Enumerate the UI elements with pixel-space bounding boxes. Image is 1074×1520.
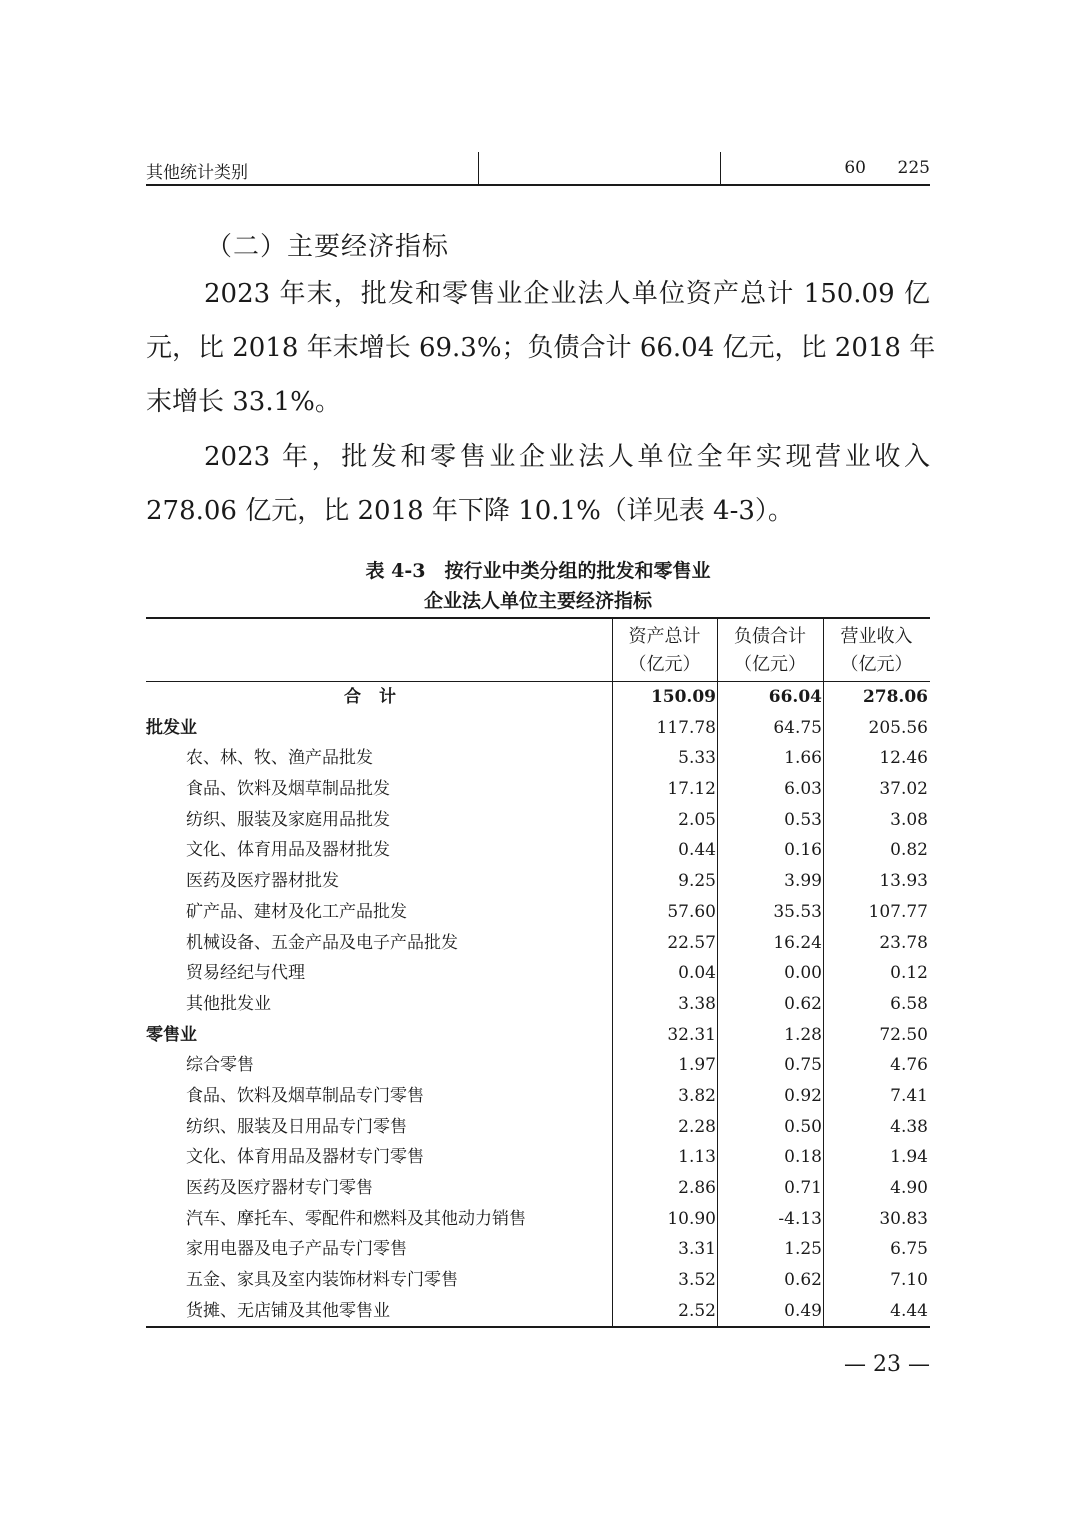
paragraph-line: 末增长 33.1%。: [146, 387, 341, 417]
table-body: [146, 682, 930, 1326]
cell-revenue: 12.46: [879, 748, 928, 769]
row-name: 其他批发业: [186, 993, 271, 1014]
cell-revenue: 4.44: [890, 1300, 928, 1321]
cell-assets: 5.33: [678, 748, 716, 769]
cell-revenue: 6.58: [890, 993, 928, 1014]
row-name: 文化、体育用品及器材批发: [186, 840, 390, 861]
header-unit: （亿元）: [628, 654, 701, 675]
table-row: [146, 989, 930, 1020]
cell-revenue: 4.76: [890, 1055, 928, 1076]
cell-liabilities: 0.75: [784, 1055, 822, 1076]
header-text: 负债合计: [734, 626, 806, 647]
cell-assets: 2.28: [678, 1116, 716, 1137]
cell-revenue: 23.78: [879, 932, 928, 953]
cell-assets: 3.82: [678, 1085, 716, 1106]
row-name: 纺织、服装及日用品专门零售: [186, 1116, 407, 1137]
cell-revenue: 13.93: [879, 871, 928, 892]
table-row: [146, 1020, 930, 1051]
table-row: [146, 1296, 930, 1327]
cell-liabilities: 0.53: [784, 809, 822, 830]
row-label: 其他统计类别: [146, 163, 248, 183]
cell-revenue: 7.10: [890, 1270, 928, 1291]
column-divider: [478, 152, 479, 184]
paragraph-line: 2023 年末，批发和零售业企业法人单位资产总计 150.09 亿: [204, 279, 930, 309]
header-liabilities: [717, 619, 823, 681]
cell-assets: 150.09: [650, 687, 716, 707]
header-text: 营业收入: [840, 626, 913, 647]
header-unit: （亿元）: [734, 654, 806, 675]
table-row: [146, 1204, 930, 1235]
row-name: 批发业: [146, 717, 197, 738]
data-table: [146, 617, 930, 1328]
cell-liabilities: 0.62: [784, 993, 822, 1014]
cell-assets: 22.57: [667, 932, 716, 953]
table-row: [146, 1173, 930, 1204]
row-name: 纺织、服装及家庭用品批发: [186, 809, 390, 830]
table-row: [146, 774, 930, 805]
cell-liabilities: 1.66: [784, 748, 822, 769]
cell-liabilities: 0.49: [784, 1300, 822, 1321]
table-row: [146, 958, 930, 989]
cell-liabilities: 16.24: [773, 932, 822, 953]
cell-liabilities: 64.75: [773, 717, 822, 738]
cell-liabilities: 1.25: [784, 1239, 822, 1260]
table-row: [146, 897, 930, 928]
row-name: 五金、家具及室内装饰材料专门零售: [186, 1270, 458, 1291]
cell-liabilities: 66.04: [768, 687, 822, 707]
row-name: 汽车、摩托车、零配件和燃料及其他动力销售: [186, 1208, 526, 1229]
cell-assets: 0.04: [678, 963, 716, 984]
cell-assets: 2.05: [678, 809, 716, 830]
cell-assets: 57.60: [667, 901, 716, 922]
cell-assets: 117.78: [656, 717, 716, 738]
cell-liabilities: 0.62: [784, 1270, 822, 1291]
cell-liabilities: 3.99: [784, 871, 822, 892]
table-row: [146, 1265, 930, 1296]
header-revenue: [823, 619, 930, 681]
row-name: 机械设备、五金产品及电子产品批发: [186, 932, 458, 953]
cell-liabilities: 1.28: [784, 1024, 822, 1045]
cell-assets: 1.97: [678, 1055, 716, 1076]
paragraph-1: [146, 267, 936, 429]
table-subtitle: 企业法人单位主要经济指标: [423, 590, 652, 612]
cell-liabilities: 0.18: [784, 1147, 822, 1168]
paragraph-2: [146, 430, 930, 538]
row-name: 综合零售: [186, 1055, 254, 1076]
table-row: [146, 805, 930, 836]
cell-liabilities: 6.03: [784, 779, 822, 800]
column-divider: [720, 152, 721, 184]
cell-revenue: 0.12: [890, 963, 928, 984]
cell-revenue: 72.50: [879, 1024, 928, 1045]
row-value-1: 60: [844, 158, 866, 178]
cell-revenue: 0.82: [890, 840, 928, 861]
cell-assets: 0.44: [678, 840, 716, 861]
table-title: 表 4-3 按行业中类分组的批发和零售业: [365, 560, 711, 582]
row-name: 医药及医疗器材专门零售: [186, 1178, 373, 1198]
table-row: [146, 1234, 930, 1265]
cell-assets: 3.31: [678, 1239, 716, 1260]
cell-revenue: 3.08: [890, 809, 928, 830]
table-header: [146, 617, 930, 682]
cell-revenue: 6.75: [890, 1239, 928, 1260]
cell-assets: 10.90: [667, 1208, 716, 1229]
cell-revenue: 4.38: [890, 1116, 928, 1137]
row-name: 食品、饮料及烟草制品专门零售: [186, 1085, 424, 1106]
header-text: 资产总计: [628, 626, 701, 647]
cell-assets: 32.31: [667, 1024, 716, 1045]
row-name: 医药及医疗器材批发: [186, 871, 339, 892]
continued-table-row: [146, 150, 930, 186]
paragraph-line: 元，比 2018 年末增长 69.3%；负债合计 66.04 亿元，比 2018 年: [146, 333, 936, 363]
cell-assets: 9.25: [678, 871, 716, 892]
cell-liabilities: 0.71: [784, 1178, 822, 1198]
table-row: [146, 1112, 930, 1143]
header-unit: （亿元）: [840, 654, 913, 675]
table-row: [146, 713, 930, 744]
table-row: [146, 682, 930, 713]
cell-revenue: 30.83: [879, 1208, 928, 1229]
row-name: 零售业: [146, 1024, 197, 1045]
row-name: 文化、体育用品及器材专门零售: [186, 1147, 424, 1168]
paragraph-line: 2023 年，批发和零售业企业法人单位全年实现营业收入: [204, 442, 930, 472]
row-name: 贸易经纪与代理: [186, 963, 305, 984]
cell-assets: 2.52: [678, 1300, 716, 1321]
cell-assets: 3.52: [678, 1270, 716, 1291]
cell-assets: 3.38: [678, 993, 716, 1014]
row-name: 合计: [344, 687, 414, 707]
cell-assets: 17.12: [667, 779, 716, 800]
cell-revenue: 7.41: [890, 1085, 928, 1106]
cell-liabilities: 0.00: [784, 963, 822, 984]
cell-revenue: 278.06: [862, 687, 928, 707]
cell-assets: 1.13: [678, 1147, 716, 1168]
cell-liabilities: 0.50: [784, 1116, 822, 1137]
cell-revenue: 4.90: [890, 1178, 928, 1198]
row-value-2: 225: [897, 158, 930, 178]
cell-revenue: 1.94: [890, 1147, 928, 1168]
cell-liabilities: 0.16: [784, 840, 822, 861]
table-row: [146, 743, 930, 774]
cell-revenue: 37.02: [879, 779, 928, 800]
paragraph-line: 278.06 亿元，比 2018 年下降 10.1%（详见表 4-3）。: [146, 496, 794, 526]
cell-liabilities: 35.53: [773, 901, 822, 922]
table-row: [146, 1081, 930, 1112]
page-number: — 23 —: [844, 1352, 930, 1377]
row-name: 农、林、牧、渔产品批发: [186, 748, 373, 769]
row-name: 货摊、无店铺及其他零售业: [186, 1300, 390, 1321]
table-row: [146, 1050, 930, 1081]
cell-assets: 2.86: [678, 1178, 716, 1198]
table-row: [146, 835, 930, 866]
table-row: [146, 866, 930, 897]
cell-liabilities: -4.13: [778, 1208, 822, 1229]
cell-revenue: 205.56: [868, 717, 928, 738]
cell-revenue: 107.77: [868, 901, 928, 922]
row-name: 食品、饮料及烟草制品批发: [186, 779, 390, 800]
table-row: [146, 928, 930, 959]
section-title: （二）主要经济指标: [206, 232, 450, 262]
table-row: [146, 1142, 930, 1173]
row-name: 矿产品、建材及化工产品批发: [186, 901, 407, 922]
row-name: 家用电器及电子产品专门零售: [186, 1239, 407, 1260]
header-assets: [612, 619, 717, 681]
table-bottom-rule: [146, 1326, 930, 1328]
cell-liabilities: 0.92: [784, 1085, 822, 1106]
